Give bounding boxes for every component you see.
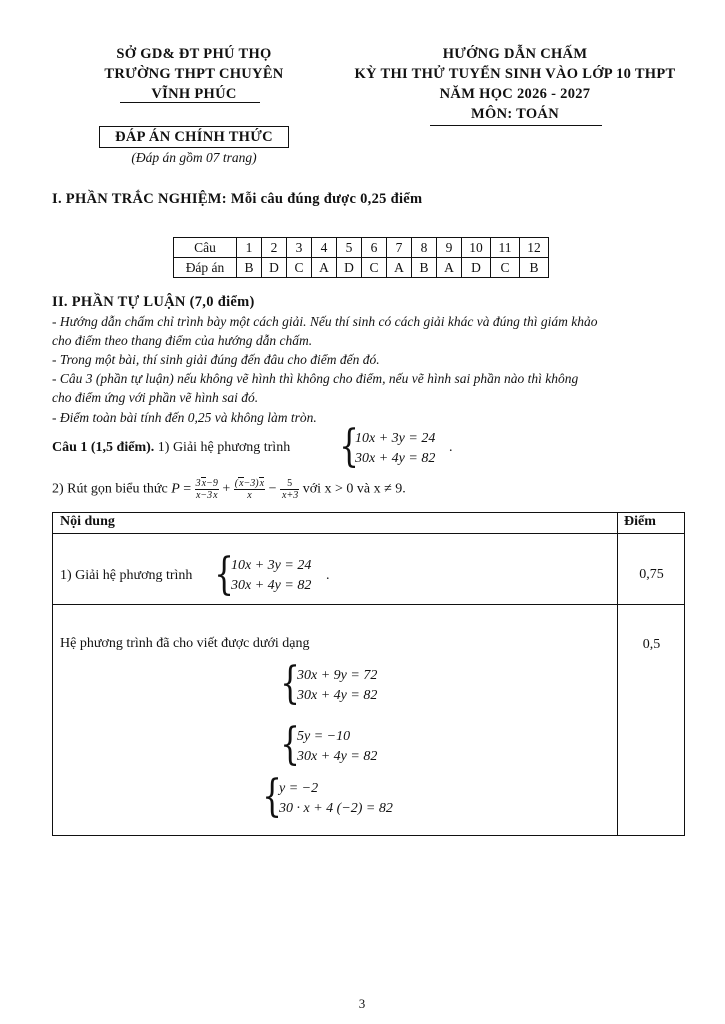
question-row-label: Câu [174,238,237,258]
q1-period: . [449,440,453,455]
official-answer-box: ĐÁP ÁN CHÍNH THỨC [99,126,289,148]
fraction-3: $\frac{5}{x+3}$ [282,478,299,501]
q-cell: 10 [462,238,491,258]
sysC-eq1: y = −2 [279,781,319,796]
a-cell: C [491,258,520,278]
doc-title: HƯỚNG DẪN CHẤM [442,46,588,62]
table-row-divider [52,604,685,605]
a-cell: B [520,258,549,278]
a-cell: A [437,258,462,278]
table-row-divider [52,533,685,534]
answer-row [174,258,549,278]
q1-eq2: 30x + 4y = 82 [355,451,436,466]
question1-part1-text: 1) Giải hệ phương trình [157,440,291,455]
fraction-2: $\frac{(x-3)x}{x}$ [234,478,265,501]
expression-P: P [171,481,180,497]
q-cell: 11 [491,238,520,258]
school-name-line2: VĨNH PHÚC [151,86,237,102]
row2-score: 0,5 [642,637,661,652]
subject-underline [430,125,602,126]
note-line: - Điểm toàn bài tính đến 0,25 và không làm tròn. [52,410,317,425]
system-brace: { [280,719,300,770]
sysA-eq1: 30x + 9y = 72 [297,668,378,683]
a-cell: B [237,258,262,278]
q-cell: 12 [520,238,549,258]
col-header-score: Điểm [624,514,656,529]
q-cell: 9 [437,238,462,258]
row1-eq1: 10x + 3y = 24 [231,558,312,573]
a-cell: D [337,258,362,278]
q-cell: 4 [312,238,337,258]
q-cell: 1 [237,238,262,258]
question1-condition: với x > 0 và x ≠ 9. [302,481,406,497]
note-line: cho điểm theo thang điểm của hướng dẫn chấm. [52,333,313,348]
school-year: NĂM HỌC 2026 - 2027 [439,86,591,102]
sysC-eq2: 30 · x + 4 (−2) = 82 [279,801,393,816]
note-line: cho điểm ứng với phần vẽ hình sai đó. [52,390,259,405]
q1-eq1: 10x + 3y = 24 [355,431,436,446]
question1-label: Câu 1 (1,5 điểm). [52,440,155,455]
page-count-note: (Đáp án gồm 07 trang) [131,150,257,165]
note-line: - Trong một bài, thí sinh giải đúng đến đâu cho điểm đến đó. [52,352,380,367]
a-cell: B [412,258,437,278]
question-row [174,238,549,258]
sysA-eq2: 30x + 4y = 82 [297,688,378,703]
q-cell: 3 [287,238,312,258]
q-cell: 5 [337,238,362,258]
subject: MÔN: TOÁN [471,106,559,122]
question1-line [52,440,290,456]
note-line: - Hướng dẫn chấm chỉ trình bày một cách giải. Nếu thí sinh có cách giải khác và đúng thì giám khảo [52,314,598,329]
part1-title: I. PHẦN TRẮC NGHIỆM: Mỗi câu đúng được 0,25 điểm [52,191,423,207]
dept-name: SỞ GD& ĐT PHÚ THỌ [116,46,272,62]
a-cell: D [462,258,491,278]
page-number: 3 [358,996,366,1011]
q-cell: 6 [362,238,387,258]
table-col-divider [617,512,618,836]
sysB-eq1: 5y = −10 [297,729,351,744]
answer-row-label: Đáp án [174,258,237,278]
school-name-line1: TRƯỜNG THPT CHUYÊN [104,66,284,82]
a-cell: A [387,258,412,278]
row1-eq2: 30x + 4y = 82 [231,578,312,593]
part2-title: II. PHẦN TỰ LUẬN (7,0 điểm) [52,294,255,310]
fraction-1: $\frac{3x-9}{x-3x}$ [195,478,218,501]
row1-period: . [326,568,330,583]
system-brace: { [214,549,234,600]
a-cell: A [312,258,337,278]
col-header-content: Nội dung [60,514,115,529]
system-brace: { [262,771,282,822]
row2-text: Hệ phương trình đã cho viết được dưới dạng [60,636,310,651]
row1-score: 0,75 [639,567,664,582]
exam-name: KỲ THI THỬ TUYỂN SINH VÀO LỚP 10 THPT [354,66,676,82]
note-line: - Câu 3 (phần tự luận) nếu không vẽ hình thì không cho điểm, nếu vẽ hình sai phần nào thì không [52,371,579,386]
a-cell: D [262,258,287,278]
q-cell: 8 [412,238,437,258]
sysB-eq2: 30x + 4y = 82 [297,749,378,764]
system-brace: { [339,421,359,472]
q-cell: 2 [262,238,287,258]
system-brace: { [280,658,300,709]
school-underline [120,102,260,103]
a-cell: C [362,258,387,278]
question1-part2-line: 2) Rút gọn biểu thức P = $\frac{3x-9}{x-3x}$ + $\frac{(x-3)x}{x}$ − $\frac{5}{x+3}$ với x > 0 và x ≠ 9. [52,478,406,501]
q-cell: 7 [387,238,412,258]
row1-text: 1) Giải hệ phương trình [60,568,193,583]
answer-key-table [173,237,549,278]
a-cell: C [287,258,312,278]
question1-part2-prefix: 2) Rút gọn biểu thức [52,481,168,497]
